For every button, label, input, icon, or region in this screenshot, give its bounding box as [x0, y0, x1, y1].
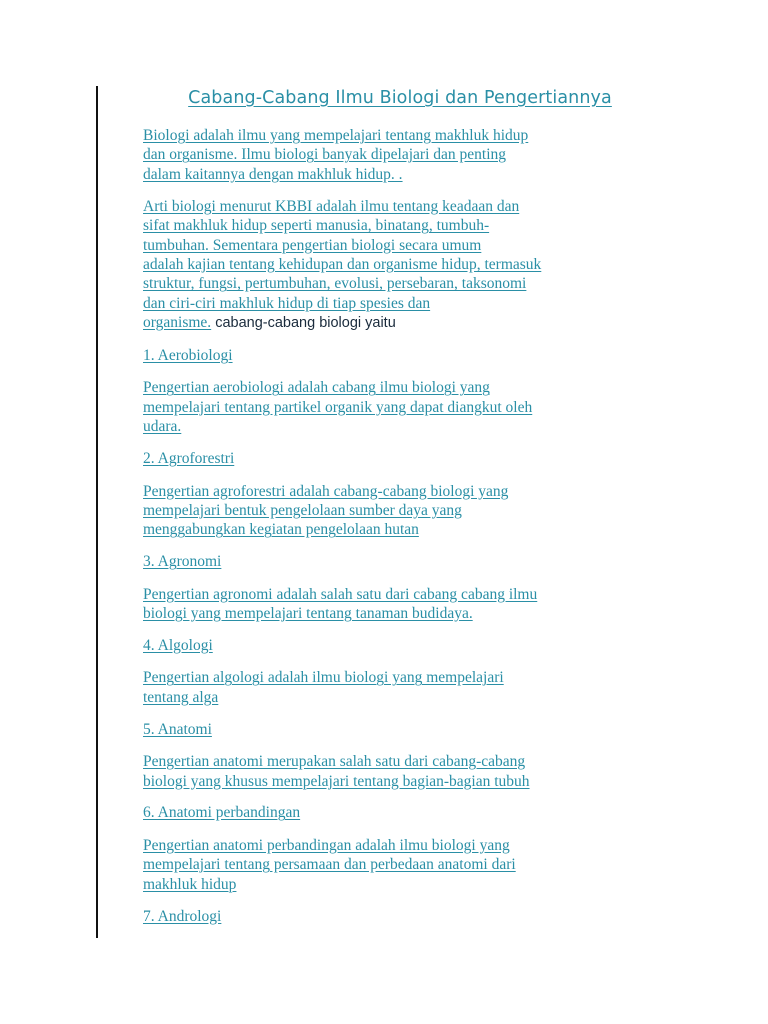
item-line[interactable]: Pengertian algologi adalah ilmu biologi yang mempelajari: [143, 669, 504, 687]
item-heading-agroforestri[interactable]: [143, 449, 663, 468]
item-heading-text[interactable]: 1. Aerobiologi: [143, 347, 233, 365]
intro-line[interactable]: dan organisme. Ilmu biologi banyak dipelajari dan penting: [143, 146, 507, 164]
intro-paragraph[interactable]: [143, 126, 663, 184]
item-heading-anatomi-perbandingan[interactable]: [143, 803, 663, 822]
item-description-agroforestri[interactable]: [143, 482, 663, 540]
document-title: Cabang-Cabang Ilmu Biologi dan Pengertiannya: [188, 88, 612, 108]
item-description-agronomi[interactable]: [143, 585, 663, 624]
intro-line[interactable]: dalam kaitannya dengan makhluk hidup. .: [143, 165, 403, 183]
item-line[interactable]: biologi yang khusus mempelajari tentang bagian-bagian tubuh: [143, 772, 530, 790]
definition-last-line: [143, 313, 663, 333]
item-heading-text[interactable]: 3. Agronomi: [143, 553, 222, 571]
item-line[interactable]: menggabungkan kegiatan pengelolaan hutan: [143, 521, 419, 539]
item-heading-anatomi[interactable]: [143, 720, 663, 739]
item-line[interactable]: udara.: [143, 418, 182, 436]
document-body: [143, 126, 663, 939]
margin-rule: [96, 86, 98, 938]
item-line[interactable]: mempelajari tentang partikel organik yang dapat diangkut oleh: [143, 398, 533, 416]
item-description-anatomi[interactable]: [143, 752, 663, 791]
definition-line[interactable]: Arti biologi menurut KBBI adalah ilmu tentang keadaan dan: [143, 197, 520, 215]
item-line[interactable]: Pengertian agroforestri adalah cabang-cabang biologi yang: [143, 482, 509, 500]
item-heading-text[interactable]: 2. Agroforestri: [143, 450, 235, 468]
item-description-anatomi-perbandingan[interactable]: [143, 836, 663, 894]
organisme-link[interactable]: organisme.: [143, 314, 212, 332]
item-line[interactable]: Pengertian agronomi adalah salah satu dari cabang cabang ilmu: [143, 585, 538, 603]
item-heading-text[interactable]: 6. Anatomi perbandingan: [143, 804, 301, 822]
item-line[interactable]: tentang alga: [143, 688, 219, 706]
item-line[interactable]: mempelajari tentang persamaan dan perbedaan anatomi dari: [143, 856, 516, 874]
definition-line[interactable]: adalah kajian tentang kehidupan dan organisme hidup, termasuk: [143, 255, 542, 273]
item-heading-text[interactable]: 5. Anatomi: [143, 720, 212, 738]
branches-intro-text: cabang-cabang biologi yaitu: [211, 315, 396, 332]
item-line[interactable]: Pengertian anatomi perbandingan adalah ilmu biologi yang: [143, 836, 510, 854]
item-heading-agronomi[interactable]: [143, 552, 663, 571]
item-line[interactable]: biologi yang mempelajari tentang tanaman budidaya.: [143, 605, 473, 623]
item-heading-text[interactable]: 4. Algologi: [143, 637, 213, 655]
definition-line[interactable]: tumbuhan. Sementara pengertian biologi secara umum: [143, 236, 482, 254]
definition-line[interactable]: struktur, fungsi, pertumbuhan, evolusi, persebaran, taksonomi: [143, 275, 527, 293]
item-heading-algologi[interactable]: [143, 636, 663, 655]
item-description-algologi[interactable]: [143, 668, 663, 707]
intro-line[interactable]: Biologi adalah ilmu yang mempelajari tentang makhluk hidup: [143, 127, 529, 144]
item-description-aerobiologi[interactable]: [143, 378, 663, 436]
item-line[interactable]: makhluk hidup: [143, 875, 237, 893]
item-heading-aerobiologi[interactable]: [143, 346, 663, 365]
item-heading-text[interactable]: 7. Andrologi: [143, 907, 222, 925]
item-line[interactable]: Pengertian aerobiologi adalah cabang ilmu biologi yang: [143, 379, 490, 397]
item-heading-andrologi[interactable]: [143, 907, 663, 926]
item-line[interactable]: Pengertian anatomi merupakan salah satu dari cabang-cabang: [143, 753, 526, 771]
definition-line[interactable]: sifat makhluk hidup seperti manusia, binatang, tumbuh-: [143, 217, 490, 235]
definition-line[interactable]: dan ciri-ciri makhluk hidup di tiap spesies dan: [143, 294, 431, 312]
item-line[interactable]: mempelajari bentuk pengelolaan sumber daya yang: [143, 502, 462, 519]
definition-paragraph[interactable]: [143, 197, 663, 334]
